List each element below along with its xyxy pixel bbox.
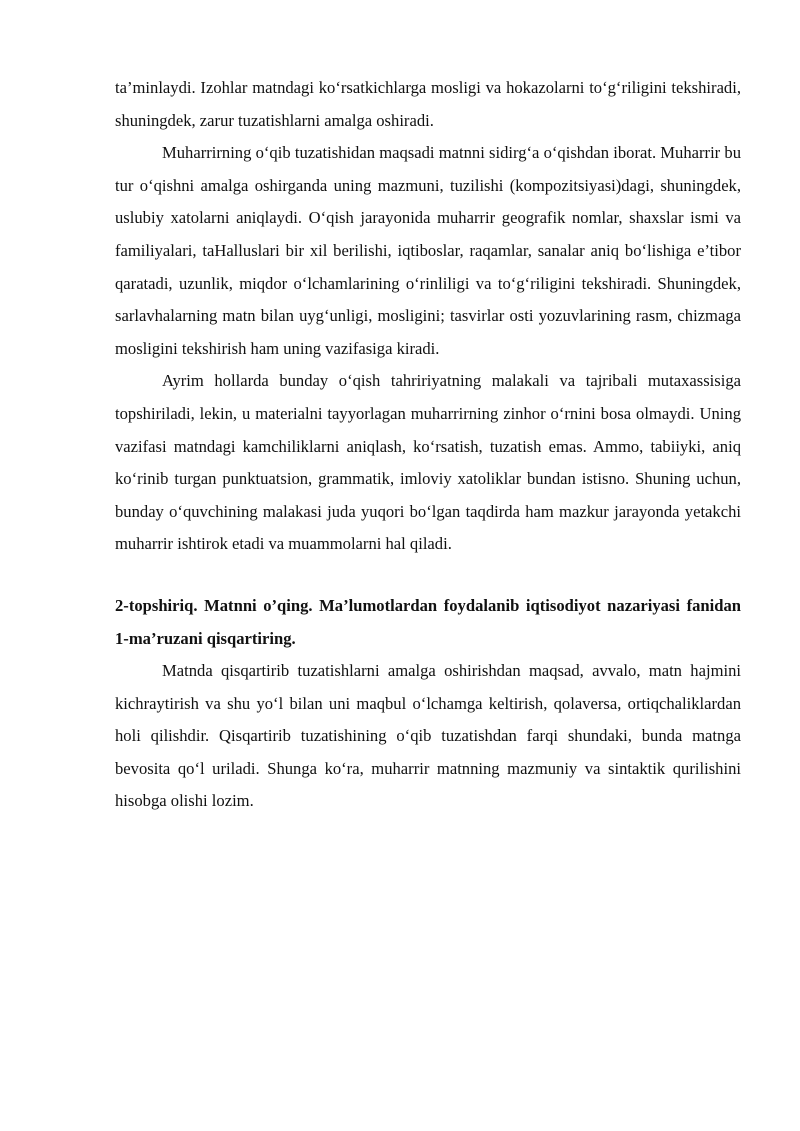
document-page (115, 72, 741, 818)
body-paragraph-4: Matnda qisqartirib tuzatishlarni amalga oshirishdan maqsad, avvalo, matn hajmini kichraytirish va shu yo‘l bilan uni maqbul o‘lchamga keltirish, qolaversa, ortiqchaliklardan holi qilishdir. Qisqartirib tuzatishining o‘qib tuzatishdan farqi shundaki, bunda matnga bevosita qo‘l uriladi. Shunga ko‘ra, muharrir matnning mazmuniy va sintaktik qurilishini hisobga olishi lozim. (115, 661, 741, 811)
body-paragraph-3: Ayrim hollarda bunday o‘qish tahririyatning malakali va tajribali mutaxassisiga topshiriladi, lekin, u materialni tayyorlagan muharrirning zinhor o‘rnini bosa olmaydi. Uning vazifasi matndagi kamchiliklarni aniqlash, ko‘rsatish, tuzatish emas. Ammo, tabiiyki, aniq ko‘rinib turgan punktuatsion, grammatik, imloviy xatoliklar bundan istisno. Shuning uchun, bunday o‘quvchining malakasi juda yuqori bo‘lgan taqdirda ham mazkur jarayonda yetakchi muharrir ishtirok etadi va muammolarni hal qiladi. (115, 371, 741, 554)
body-paragraph-1: ta’minlaydi. Izohlar matndagi ko‘rsatkichlarga mosligi va hokazolarni to‘g‘riligini tekshiradi, shuningdek, zarur tuzatishlarni amalga oshiradi. (115, 78, 741, 130)
task-heading: 2-topshiriq. Matnni o’qing. Ma’lumotlardan foydalanib iqtisodiyot nazariyasi fanidan 1-ma’ruzani qisqartiring. (115, 595, 741, 648)
body-paragraph-2: Muharrirning o‘qib tuzatishidan maqsadi matnni sidirg‘a o‘qishdan iborat. Muharrir bu tur o‘qishni amalga oshirganda uning mazmuni, tuzilishi (kompozitsiyasi)dagi, shuningdek, uslubiy xatolarni aniqlaydi. O‘qish jarayonida muharrir geografik nomlar, shaxslar ismi va familiyalari, taHalluslari bir xil berilishi, iqtiboslar, raqamlar, sanalar aniq bo‘lishiga e’tibor qaratadi, uzunlik, miqdor o‘lchamlarining o‘rinliligi va to‘g‘riligini tekshiradi. Shuningdek, sarlavhalarning matn bilan uyg‘unligi, mosligini; tasvirlar osti yozuvlarining rasm, chizmaga mosligini tekshirish ham uning vazifasiga kiradi. (115, 143, 741, 358)
